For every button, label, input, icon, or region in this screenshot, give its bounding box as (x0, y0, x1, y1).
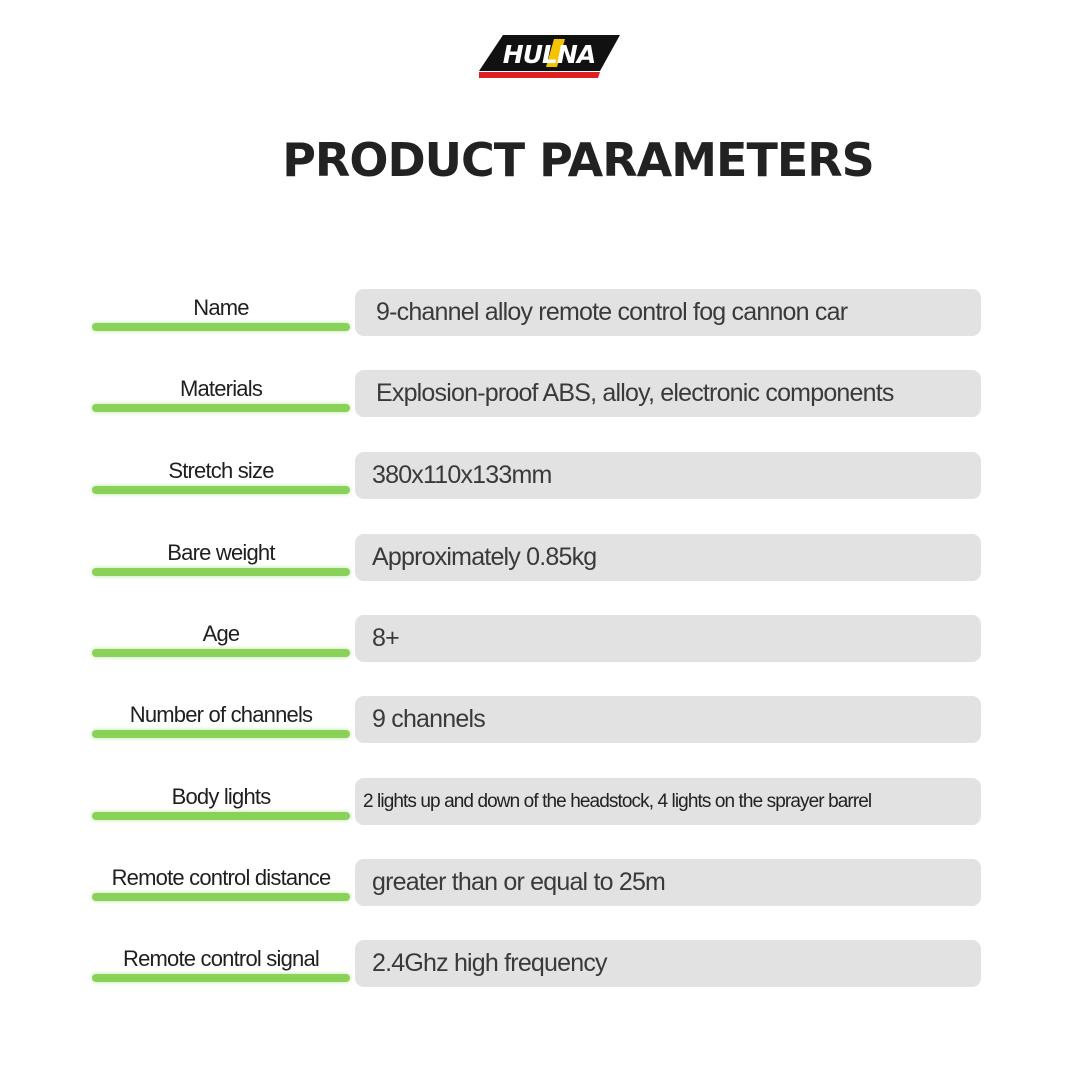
label-underline (92, 568, 350, 576)
param-value: 380x110x133mm (372, 461, 552, 489)
param-value: 9 channels (372, 705, 485, 733)
param-label: Body lights (171, 784, 271, 809)
label-underline (92, 893, 350, 901)
param-value-box (355, 452, 981, 499)
label-underline (92, 974, 350, 982)
param-value: 2.4Ghz high frequency (372, 949, 607, 977)
param-label: Number of channels (129, 702, 313, 727)
param-row-remote-control-distance (0, 859, 1080, 911)
brand-logo (479, 35, 620, 79)
param-value: Approximately 0.85kg (372, 543, 597, 571)
param-value-box (355, 696, 981, 743)
brand-logo-text: HULNA (502, 40, 596, 69)
label-underline (92, 486, 350, 494)
param-value: 9-channel alloy remote control fog cannon car (376, 298, 848, 326)
param-value: 8+ (372, 624, 399, 652)
label-underline (92, 730, 350, 738)
param-label: Materials (179, 376, 263, 401)
param-value-box (355, 534, 981, 581)
page-title: PRODUCT PARAMETERS (282, 133, 874, 187)
param-value-box (355, 370, 981, 417)
param-value: 2 lights up and down of the headstock, 4 lights on the sprayer barrel (363, 791, 872, 812)
param-row-stretch-size (0, 452, 1080, 504)
param-label: Remote control signal (123, 946, 319, 971)
param-value-box (355, 940, 981, 987)
brand-logo-graphic (479, 35, 620, 79)
param-row-bare-weight (0, 534, 1080, 586)
param-value: greater than or equal to 25m (372, 868, 666, 896)
param-row-materials (0, 370, 1080, 422)
label-underline (92, 323, 350, 331)
param-value: Explosion-proof ABS, alloy, electronic components (376, 379, 894, 407)
label-underline (92, 649, 350, 657)
param-row-remote-control-signal (0, 940, 1080, 992)
param-row-age (0, 615, 1080, 667)
param-row-name (0, 289, 1080, 341)
param-value-box (355, 615, 981, 662)
param-label: Age (202, 621, 240, 646)
param-label: Name (193, 295, 249, 320)
param-value-box (355, 289, 981, 336)
param-label: Stretch size (168, 458, 274, 483)
param-row-number-of-channels (0, 696, 1080, 748)
param-label: Remote control distance (111, 865, 331, 890)
param-label: Bare weight (167, 540, 275, 565)
label-underline (92, 812, 350, 820)
param-row-body-lights (0, 778, 1080, 830)
param-value-box (355, 859, 981, 906)
param-value-box (355, 778, 981, 825)
label-underline (92, 404, 350, 412)
